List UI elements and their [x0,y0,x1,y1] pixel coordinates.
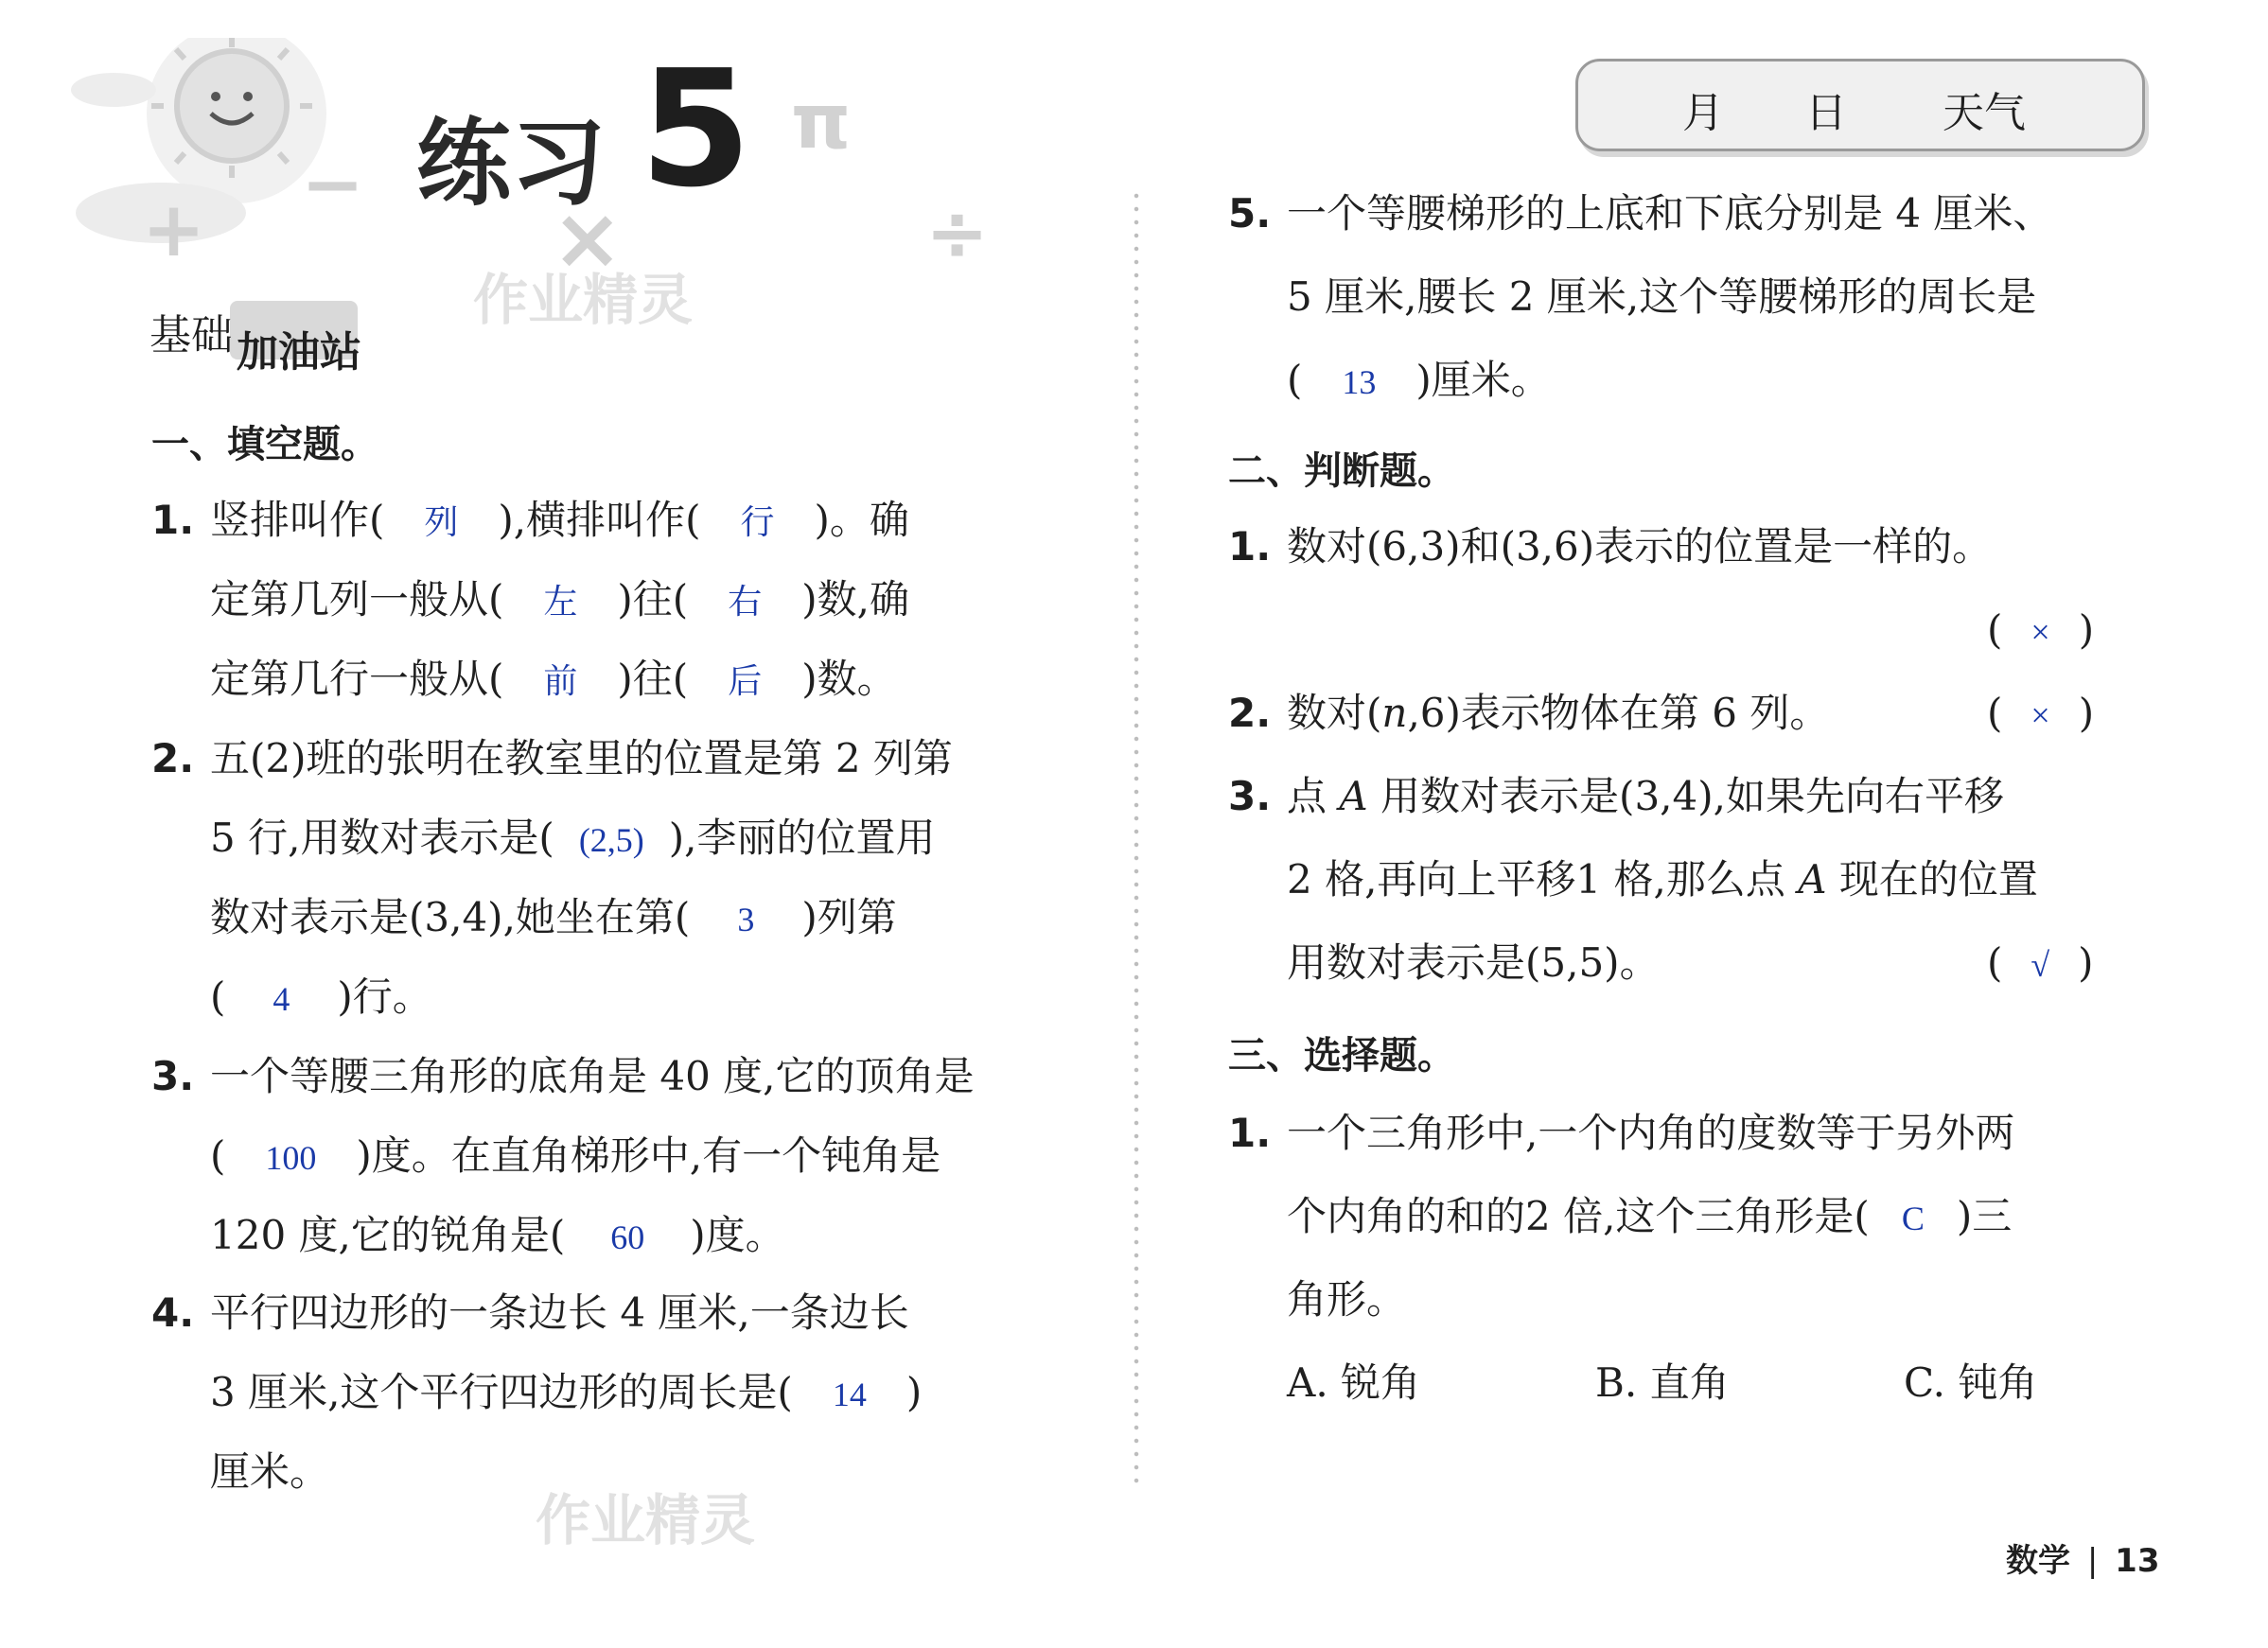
judge-q3-answer [1987,935,2094,993]
text: 120 度,它的锐角是( [210,1212,566,1258]
footer-separator: | [2086,1542,2099,1580]
answer: 列 [424,503,459,541]
pi-symbol: π [791,78,852,166]
judge-q1-line1: 数对(6,3)和(3,6)表示的位置是一样的。 [1287,523,1993,570]
fill-q4-line3: 厘米。 [210,1448,330,1495]
text: 定第几列一般从( [210,576,504,622]
text: 个内角的和的2 倍,这个三角形是( [1287,1193,1870,1239]
text: )往( [617,656,689,702]
heading-part2: 加油站 [237,328,361,377]
weather-label: 天气 [1943,89,2026,137]
question-number: 4. [151,1289,195,1336]
watermark: 作业精灵 [536,1488,756,1552]
fill-q5-line3 [1287,352,1551,411]
text: ( [1287,357,1303,403]
page-title [416,87,606,223]
answer: × [2031,613,2050,651]
times-symbol: × [552,189,624,289]
fill-q3-line3 [210,1207,785,1266]
page-number: 13 [2115,1542,2160,1580]
judge-q3-number [1228,768,1271,825]
title-text: 练习 [416,108,606,219]
text: ( [1987,690,2003,736]
text: ,6)表示物体在第 6 列。 [1407,690,1830,736]
watermark: 作业精灵 [473,268,694,332]
answer: 右 [728,583,763,621]
variable: n [1381,690,1408,736]
text: )数。 [801,656,897,702]
fill-q3-line1: 一个等腰三角形的底角是 40 度,它的顶角是 [210,1053,975,1099]
text: ( [210,1132,226,1179]
answer: C [1901,1200,1925,1237]
day-label: 日 [1805,89,1847,137]
divide-symbol: ÷ [925,189,990,277]
text: )厘米。 [1415,357,1551,403]
judge-q3-line3: 用数对表示是(5,5)。 [1287,939,1660,986]
text: )行。 [337,973,432,1020]
fill-q4-number [151,1285,194,1341]
answer: 60 [610,1218,645,1256]
text: )往( [617,576,689,622]
fill-q2-line2 [210,810,936,868]
question-number: 5. [1228,190,1272,237]
fill-q5-number [1228,185,1271,242]
choice-q1-line2 [1287,1188,2012,1247]
question-number: 1. [1228,523,1272,570]
question-number: 2. [151,735,195,781]
footer-subject: 数学 [2006,1542,2070,1580]
fill-q1-line1-text [210,492,909,551]
fill-q1-line3 [210,651,897,710]
heading-part1: 基础 [149,311,233,359]
fill-q3-number [151,1048,194,1105]
answer: 100 [265,1139,317,1177]
page-footer [2006,1534,2159,1581]
text: 5 行,用数对表示是( [210,815,554,861]
answer: 4 [273,980,290,1018]
choice-q1-line1: 一个三角形中,一个内角的度数等于另外两 [1287,1110,2015,1156]
answer: 左 [543,583,578,621]
fill-blank-heading: 一、填空题。 [151,423,378,466]
question-number: 3. [1228,773,1272,819]
answer: × [2031,696,2050,734]
text: )列第 [801,894,897,940]
option-b: B. 直角 [1595,1359,1730,1406]
text: 点 [1287,773,1340,819]
variable: A [1339,773,1368,819]
judge-heading: 二、判断题。 [1228,449,1455,493]
judge-q2-answer [1987,685,2094,744]
fill-q2-line1: 五(2)班的张明在教室里的位置是第 2 列第 [210,735,953,781]
fill-q2-number [151,730,194,787]
fill-q5-line1: 一个等腰梯形的上底和下底分别是 4 厘米、 [1287,190,2053,237]
text: 2 格,再向上平移1 格,那么点 [1287,856,1799,903]
choice-heading: 三、选择题。 [1228,1034,1455,1078]
text: 定第几行一般从( [210,656,504,702]
fill-q2-line3 [210,889,897,948]
question-number: 1. [1228,1110,1272,1156]
answer: √ [2031,946,2050,984]
answer: 行 [740,503,775,541]
question-number: 1. [151,497,195,543]
text: ),李丽的位置用 [668,815,936,861]
option-c: C. 钝角 [1904,1359,2038,1406]
fill-q1-line1 [151,492,194,549]
text: )度。在直角梯形中,有一个钝角是 [356,1132,941,1179]
fill-q5-line2: 5 厘米,腰长 2 厘米,这个等腰梯形的周长是 [1287,273,2037,320]
judge-q2-line1 [1287,685,1829,742]
text: 现在的位置 [1826,856,2038,903]
title-number: 5 [640,36,752,223]
date-weather-box [1575,59,2145,151]
text: 数对表示是(3,4),她坐在第( [210,894,691,940]
question-number: 3. [151,1053,195,1099]
text: ) [905,1369,923,1415]
fill-q4-line1: 平行四边形的一条边长 4 厘米,一条边长 [210,1289,909,1336]
column-divider [1132,189,1141,1485]
text: ) [2078,606,2095,653]
text: 数对( [1287,690,1382,736]
answer: 后 [728,662,763,700]
answer: 前 [543,662,578,700]
text: 3 厘米,这个平行四边形的周长是( [210,1369,793,1415]
fill-q4-line2 [210,1364,922,1423]
text: ),横排叫作( [498,497,701,543]
judge-q1-number [1228,518,1271,575]
minus-symbol: − [301,140,365,228]
choice-q1-line3: 角形。 [1287,1276,1407,1323]
text: ( [210,973,226,1020]
option-a: A. 锐角 [1287,1359,1421,1406]
answer: 13 [1342,363,1377,401]
judge-q2-number [1228,685,1271,742]
text: 竖排叫作( [210,497,385,543]
plus-symbol: + [142,185,206,273]
judge-q3-line2 [1287,851,2038,908]
question-number: 2. [1228,690,1272,736]
choice-q1-number [1228,1105,1271,1162]
fill-q2-line4 [210,969,432,1027]
variable: A [1798,856,1827,903]
month-label: 月 [1682,89,1724,137]
answer: 14 [832,1376,867,1413]
text: ( [1987,606,2003,653]
text: ) [2078,690,2095,736]
text: ) [2078,939,2094,986]
answer: 3 [737,901,755,938]
fill-q3-line2 [210,1128,941,1186]
text: )。确 [814,497,909,543]
text: 用数对表示是(3,4),如果先向右平移 [1367,773,2004,819]
answer: (2,5) [578,821,644,859]
text: )三 [1956,1193,2013,1239]
judge-q1-answer [1987,602,2094,660]
text: )数,确 [801,576,909,622]
text: )度。 [690,1212,785,1258]
judge-q3-line1 [1287,768,2004,825]
fill-q1-line2 [210,571,909,630]
text: ( [1987,939,2003,986]
